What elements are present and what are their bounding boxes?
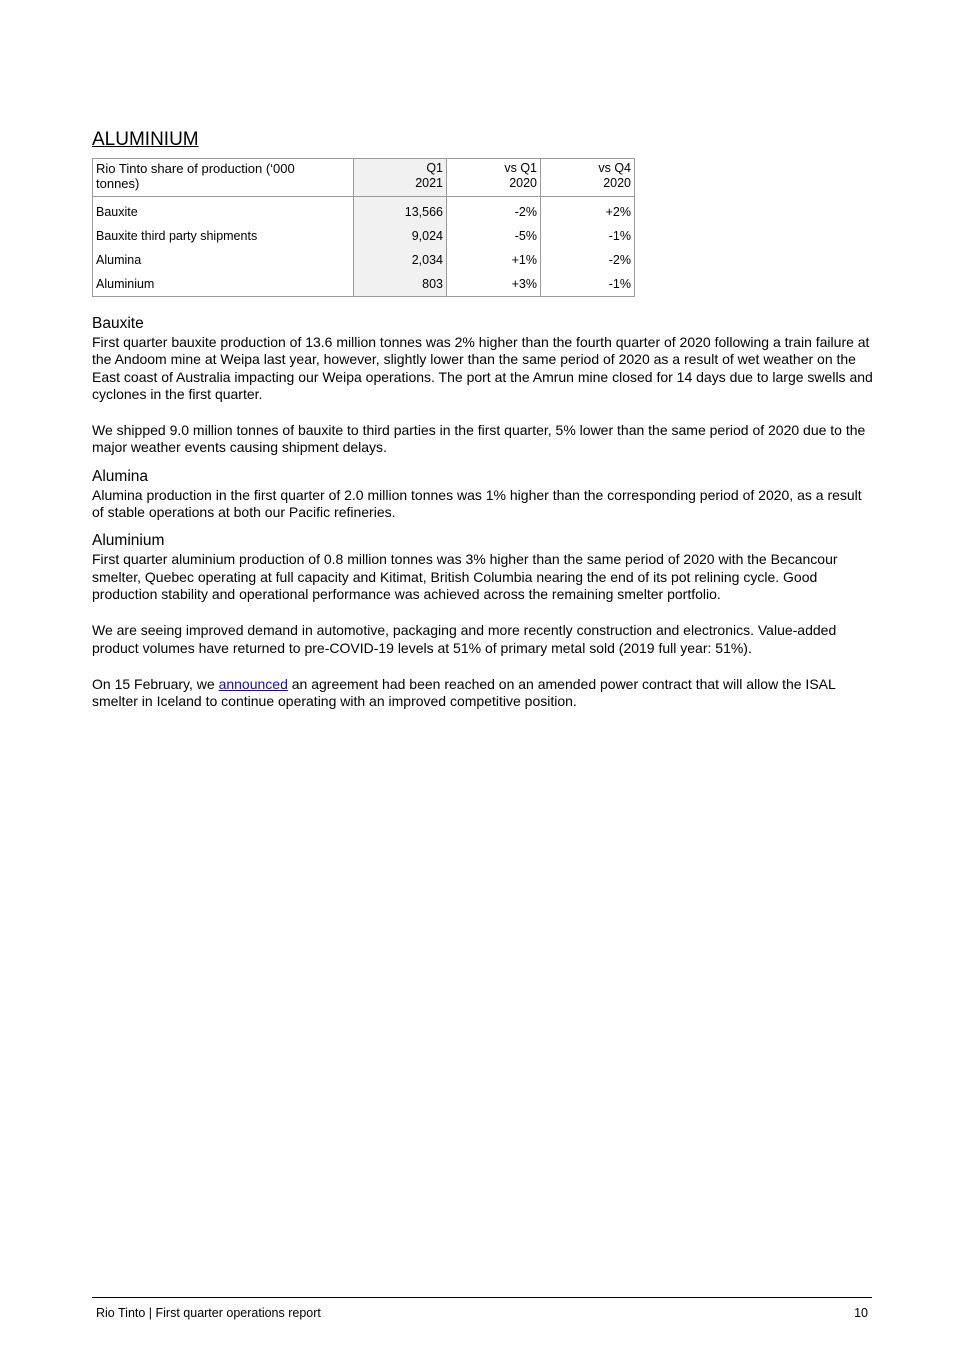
row-q1-value: 2,034 [354,248,447,272]
row-q1-value: 13,566 [354,197,447,225]
header-vsq4-line2: 2020 [603,176,631,190]
header-vsq4-line1: vs Q4 [598,161,631,175]
alumina-heading: Alumina [92,467,148,485]
footer-report-title: Rio Tinto | First quarter operations report [96,1306,321,1320]
row-q1-value: 803 [354,272,447,297]
row-label: Bauxite third party shipments [93,224,354,248]
production-table [92,158,635,297]
header-q1-line1: Q1 [426,161,443,175]
paragraph-text-after-link: an agreement had been reached on an amended power contract that will allow the ISAL smelter in Iceland to continue operating with an improved competitive position. [92,675,836,710]
header-vs-q4-2020 [541,159,635,197]
row-vs-q1-value: +1% [447,248,541,272]
bauxite-heading: Bauxite [92,315,144,332]
header-vsq1-line1: vs Q1 [504,161,537,175]
row-vs-q4-value: -1% [541,224,635,248]
header-vsq1-line2: 2020 [509,176,537,190]
header-label-line2: tonnes) [96,176,140,191]
aluminium-paragraph-2: We are seeing improved demand in automotive, packaging and more recently construction and electronics. Value-added product volumes have returned to pre-COVID-19 levels at 51% of primary metal sold (2019 full year: 51%). [92,622,837,656]
table-row [93,248,635,272]
announced-link[interactable]: announced [218,675,288,692]
table-row [93,224,635,248]
row-vs-q4-value: +2% [541,197,635,225]
row-vs-q4-value: -2% [541,248,635,272]
section-title: ALUMINIUM [92,129,199,150]
footer-page-number: 10 [854,1306,868,1320]
row-vs-q4-value: -1% [541,272,635,297]
header-q1-2021 [354,159,447,197]
header-label [93,159,354,197]
bauxite-paragraph-2: We shipped 9.0 million tonnes of bauxite to third parties in the first quarter, 5% lower than the same period of 2020 due to the major weather events causing shipment delays. [92,422,866,456]
paragraph-text-before-link: On 15 February, we [92,675,219,692]
footer-divider [92,1297,872,1298]
header-label-line1: Rio Tinto share of production (‘000 [96,161,295,176]
row-label: Aluminium [93,272,354,297]
row-vs-q1-value: -2% [447,197,541,225]
row-q1-value: 9,024 [354,224,447,248]
aluminium-paragraph-1: First quarter aluminium production of 0.8 million tonnes was 3% higher than the same period of 2020 with the Becancour smelter, Quebec operating at full capacity and Kitimat, British Columbia nearing the end of its pot relining cycle. Good production stability and operational performance was achieved across the remaining smelter portfolio. [92,551,838,602]
row-vs-q1-value: +3% [447,272,541,297]
header-q1-line2: 2021 [415,176,443,190]
table-row [93,197,635,225]
page-content [92,128,874,729]
row-label: Alumina [93,248,354,272]
alumina-paragraph-1: Alumina production in the first quarter of 2.0 million tonnes was 1% higher than the corresponding period of 2020, as a result of stable operations at both our Pacific refineries. [92,486,862,521]
aluminium-heading: Aluminium [92,532,165,550]
table-header-row [93,159,635,197]
table-row [93,272,635,297]
aluminium-paragraph-3 [92,676,874,711]
header-vs-q1-2020 [447,159,541,197]
bauxite-paragraph-1: First quarter bauxite production of 13.6 million tonnes was 2% higher than the fourth quarter of 2020 following a train failure at the Andoom mine at Weipa last year, however, slightly lower than the same period of 2020 as a result of wet weather on the East coast of Australia impacting our Weipa operations. The port at the Amrun mine closed for 14 days due to large swells and cyclones in the first quarter. [92,334,873,402]
row-label: Bauxite [93,197,354,225]
row-vs-q1-value: -5% [447,224,541,248]
